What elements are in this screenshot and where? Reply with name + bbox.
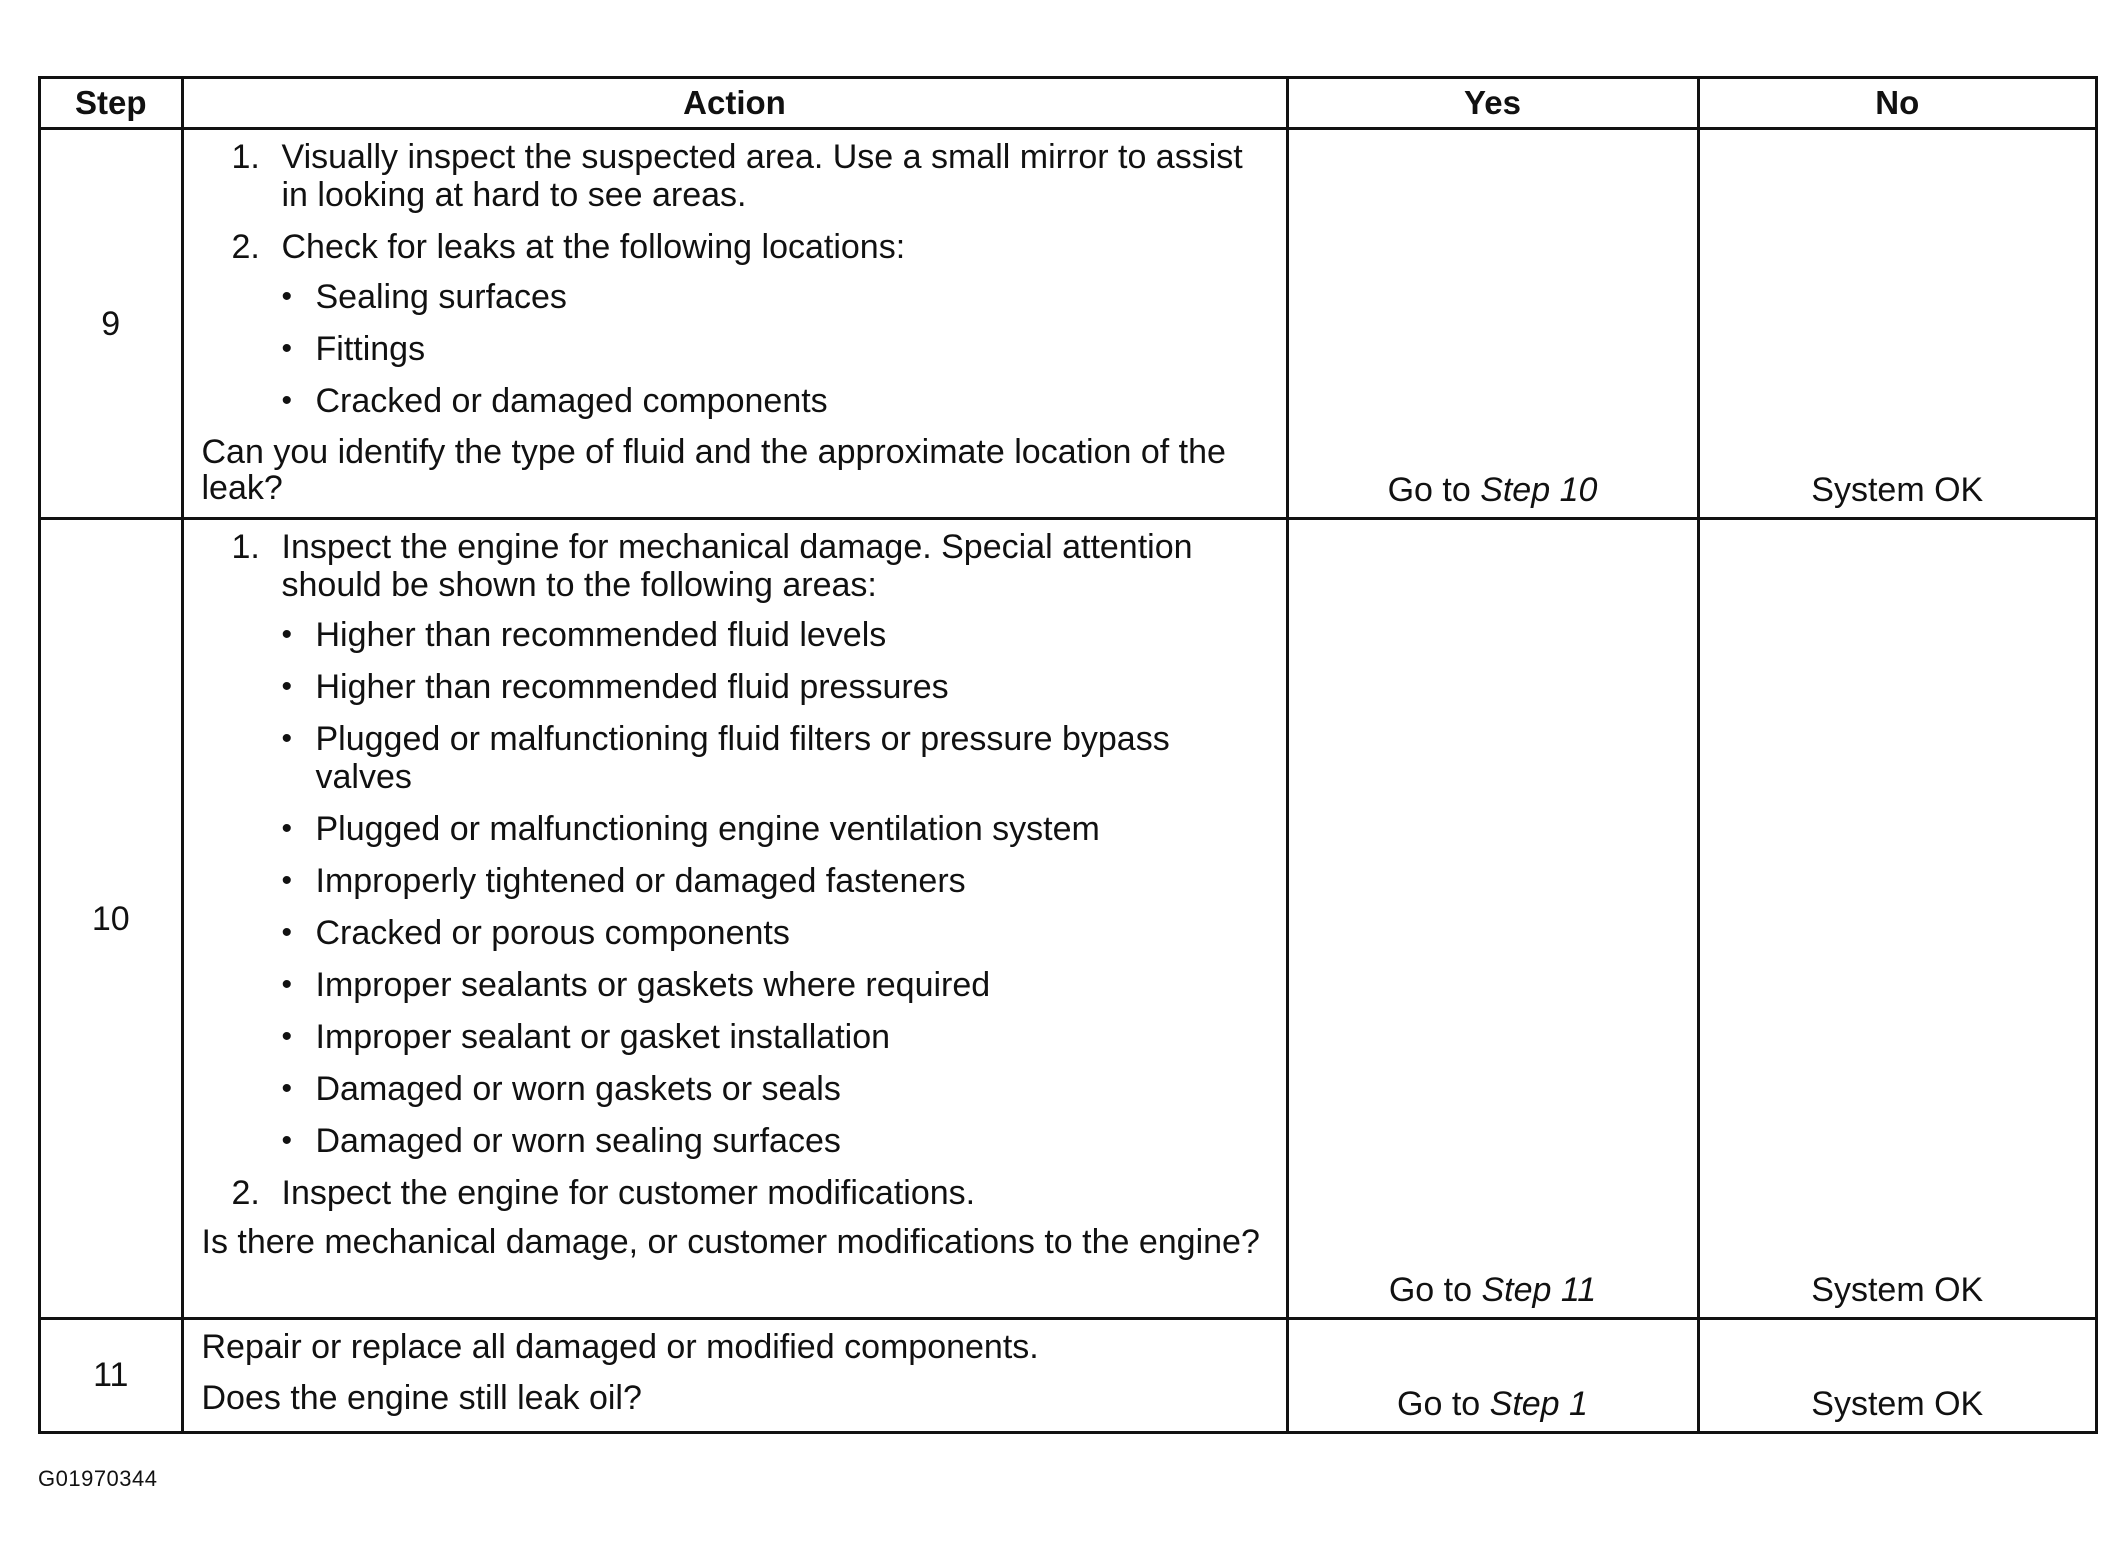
bullet-icon: • — [281, 968, 293, 1001]
goto-prefix: Go to — [1397, 1384, 1490, 1423]
numbered-item — [232, 528, 1274, 604]
item-number: 2. — [231, 1174, 260, 1212]
list-item: • Higher than recommended fluid levels — [281, 616, 887, 654]
goto-step-link: Step 10 — [1480, 471, 1598, 509]
item-text: Inspect the engine for customer modifications. — [281, 1174, 976, 1212]
list-item: • Higher than recommended fluid pressures — [281, 668, 949, 706]
bullet-icon: • — [281, 280, 293, 313]
bullet-icon: • — [281, 722, 293, 755]
table-row — [41, 1319, 2095, 1431]
yes-cell — [1287, 1319, 1698, 1431]
list-item: • Damaged or worn sealing surfaces — [281, 1122, 841, 1160]
bullet-icon: • — [281, 916, 293, 949]
numbered-item — [232, 138, 1274, 214]
item-text: Visually inspect the suspected area. Use a small mirror to assist in looking at hard to see areas. — [281, 138, 1243, 214]
numbered-item — [232, 1174, 1274, 1212]
step-question: Can you identify the type of fluid and the approximate location of the leak? — [201, 433, 1226, 507]
list-item: • Improper sealants or gaskets where required — [281, 966, 991, 1004]
no-cell: System OK — [1698, 519, 2095, 1319]
item-number: 1. — [231, 528, 260, 566]
item-text: Check for leaks at the following locations: — [281, 228, 906, 266]
bullet-icon: • — [281, 670, 293, 703]
goto-prefix: Go to — [1388, 1271, 1482, 1309]
step-question: Is there mechanical damage, or customer modifications to the engine? — [201, 1223, 1260, 1261]
step-number: 11 — [41, 1319, 182, 1431]
item-number: 2. — [231, 228, 260, 266]
list-item: • Cracked or porous components — [281, 914, 790, 952]
list-item: • Fittings — [281, 330, 426, 368]
yes-cell — [1287, 519, 1698, 1319]
bullet-icon: • — [281, 1124, 293, 1157]
step-number: 10 — [41, 519, 182, 1319]
bullet-icon: • — [281, 384, 293, 417]
bullet-icon: • — [281, 1072, 293, 1105]
step-number: 9 — [41, 129, 182, 519]
header-action: Action — [182, 79, 1287, 129]
item-text: Inspect the engine for mechanical damage. Special attention should be shown to the following areas: — [281, 528, 1193, 604]
goto-step-link: Step 11 — [1481, 1271, 1597, 1309]
header-row — [41, 79, 2095, 129]
table-row — [41, 129, 2095, 519]
list-item: • Improperly tightened or damaged fasteners — [281, 862, 966, 900]
bullet-icon: • — [281, 812, 293, 845]
list-item: • Cracked or damaged components — [281, 382, 828, 420]
item-number: 1. — [231, 138, 260, 176]
table-row — [41, 519, 2095, 1319]
list-item: • Sealing surfaces — [281, 278, 567, 316]
action-cell — [182, 129, 1287, 519]
bullet-list — [282, 278, 1274, 420]
header-yes: Yes — [1287, 79, 1698, 129]
action-cell — [182, 519, 1287, 1319]
bullet-icon: • — [281, 332, 293, 365]
header-no: No — [1698, 79, 2095, 129]
action-cell — [182, 1319, 1287, 1431]
step-question: Does the engine still leak oil? — [201, 1379, 642, 1417]
diagnostic-table-frame — [38, 76, 2098, 1434]
goto-prefix: Go to — [1387, 471, 1481, 509]
bullet-icon: • — [281, 618, 293, 651]
figure-id: G01970344 — [38, 1466, 158, 1491]
numbered-item — [232, 228, 1274, 266]
bullet-list — [282, 616, 1274, 1160]
bullet-icon: • — [281, 864, 293, 897]
no-cell: System OK — [1698, 129, 2095, 519]
step-instruction: Repair or replace all damaged or modified components. — [201, 1328, 1039, 1366]
list-item: • Improper sealant or gasket installation — [281, 1018, 891, 1056]
no-cell: System OK — [1698, 1319, 2095, 1431]
list-item: • Plugged or malfunctioning engine ventilation system — [281, 810, 1100, 848]
header-step: Step — [41, 79, 182, 129]
list-item: • Plugged or malfunctioning fluid filters or pressure bypass valves — [281, 720, 1170, 796]
list-item: • Damaged or worn gaskets or seals — [281, 1070, 841, 1108]
goto-step-link: Step 1 — [1489, 1384, 1588, 1423]
bullet-icon: • — [281, 1020, 293, 1053]
yes-cell — [1287, 129, 1698, 519]
diagnostic-table — [41, 79, 2095, 1431]
